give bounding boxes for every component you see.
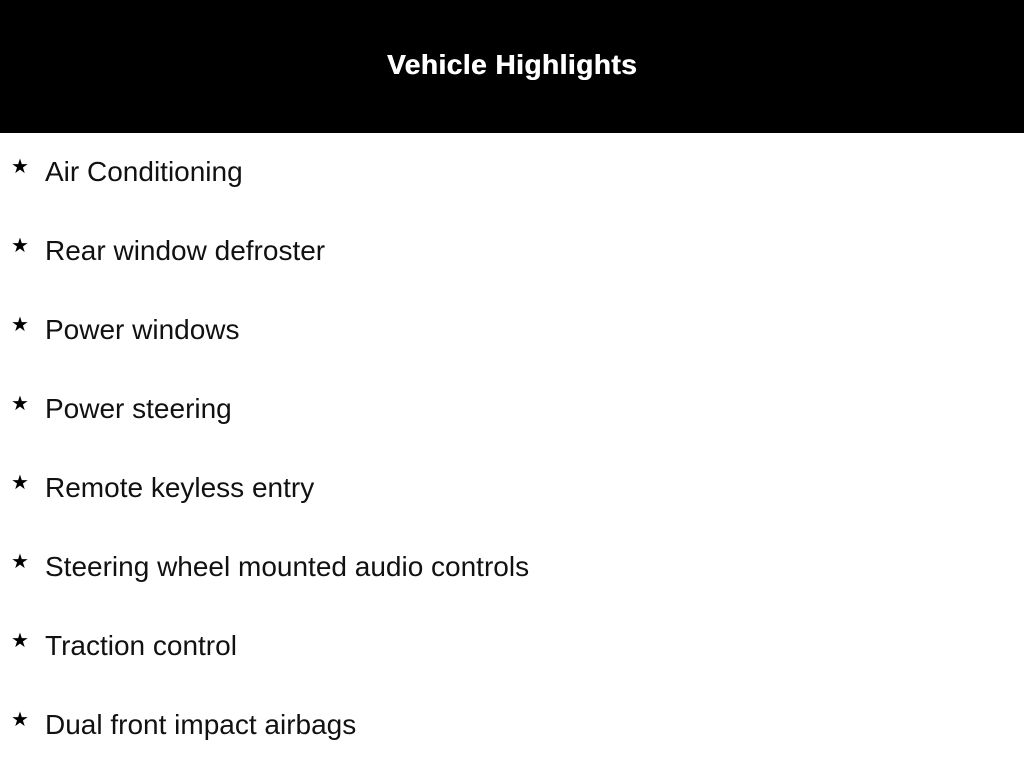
feature-label: Rear window defroster bbox=[45, 235, 326, 266]
star-icon: ★ bbox=[11, 391, 29, 415]
page-header bbox=[0, 0, 1024, 133]
feature-label: Steering wheel mounted audio controls bbox=[45, 551, 530, 582]
feature-label: Power windows bbox=[45, 314, 240, 345]
star-icon: ★ bbox=[11, 628, 29, 652]
feature-label: Remote keyless entry bbox=[45, 472, 315, 503]
star-icon: ★ bbox=[11, 707, 29, 731]
star-icon: ★ bbox=[11, 470, 29, 494]
feature-label: Dual front impact airbags bbox=[45, 709, 357, 740]
feature-label: Traction control bbox=[45, 630, 237, 661]
star-icon: ★ bbox=[11, 549, 29, 573]
star-icon: ★ bbox=[11, 154, 29, 178]
feature-label: Power steering bbox=[45, 393, 232, 424]
page-title: Vehicle Highlights bbox=[386, 48, 638, 80]
feature-label: Air Conditioning bbox=[45, 156, 243, 187]
star-icon: ★ bbox=[11, 312, 29, 336]
star-icon: ★ bbox=[11, 233, 29, 257]
